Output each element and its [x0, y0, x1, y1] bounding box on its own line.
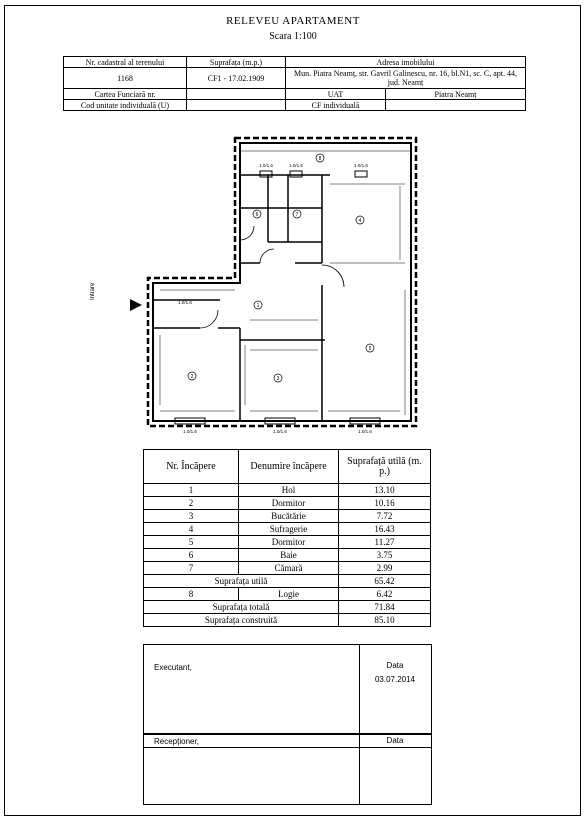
room-number-label: 8: [318, 156, 322, 162]
window-label: 1.0/1.6: [354, 163, 368, 168]
window-label: 1.0/1.6: [289, 163, 303, 168]
cf-individual-value: [386, 100, 526, 111]
room-nr: 3: [144, 510, 239, 523]
executant-label: Executant,: [154, 663, 192, 672]
unit-code-label: Cod unitate individuală (U): [64, 100, 187, 111]
room-area: 7.72: [339, 510, 431, 523]
surface-value: CF1 - 17.02.1909: [187, 68, 286, 89]
room-name: Logie: [239, 588, 339, 601]
interior-walls: [153, 175, 330, 421]
receptioner-label: Recepționer,: [154, 737, 199, 746]
table-row: [144, 562, 431, 575]
room-nr: 2: [144, 497, 239, 510]
room-name: Cămară: [239, 562, 339, 575]
table-row: [144, 588, 431, 601]
room-name: Dormitor: [239, 536, 339, 549]
room-nr: 7: [144, 562, 239, 575]
col-room-area: Suprafață utilă (m. p.): [339, 450, 431, 484]
room-area: 2.99: [339, 562, 431, 575]
table-row: [144, 523, 431, 536]
window-label: 1.0/1.6: [259, 163, 273, 168]
cadastral-label: Nr. cadastral al terenului: [64, 57, 187, 68]
column-divider: [359, 645, 360, 734]
total-area-value: 71.84: [339, 601, 431, 614]
useful-area-row: [144, 575, 431, 588]
total-area-row: [144, 601, 431, 614]
uat-value: Piatra Neamț: [386, 89, 526, 100]
document-scale: Scara 1:100: [269, 31, 317, 42]
room-area: 6.42: [339, 588, 431, 601]
unit-code-value: [187, 100, 286, 111]
land-register-value: [187, 89, 286, 100]
window-label: 1.0/1.6: [358, 429, 372, 434]
room-number-label: 6: [255, 212, 259, 218]
window-label: 1.0/1.6: [273, 429, 287, 434]
address-label: Adresa imobilului: [286, 57, 526, 68]
entrance-label: Intrare: [90, 282, 96, 300]
room-number-label: 4: [358, 218, 362, 224]
col-room-name: Denumire încăpere: [239, 450, 339, 484]
cadastral-value: 1168: [64, 68, 187, 89]
built-area-label: Suprafața construită: [144, 614, 339, 627]
cf-individual-label: CF individuală: [286, 100, 386, 111]
entrance-arrow: [130, 299, 142, 311]
room-area: 11.27: [339, 536, 431, 549]
window-label: 1.0/1.6: [183, 429, 197, 434]
date-value: 03.07.2014: [374, 675, 416, 684]
floor-plan: [100, 130, 440, 440]
land-register-label: Cartea Funciară nr.: [64, 89, 187, 100]
room-number-label: 3: [276, 376, 280, 382]
surface-label: Suprafața (m.p.): [187, 57, 286, 68]
room-nr: 4: [144, 523, 239, 536]
date2-label: Data: [386, 736, 404, 745]
built-area-value: 85.10: [339, 614, 431, 627]
room-nr: 1: [144, 484, 239, 497]
header-table: [63, 56, 526, 111]
room-number-label: 1: [256, 303, 260, 309]
room-name: Bucătărie: [239, 510, 339, 523]
table-row: [144, 497, 431, 510]
table-row: [144, 484, 431, 497]
room-number-label: 5: [368, 346, 372, 352]
room-name: Hol: [239, 484, 339, 497]
room-name: Sufragerie: [239, 523, 339, 536]
room-area: 13.10: [339, 484, 431, 497]
room-area: 10.16: [339, 497, 431, 510]
table-row: [144, 549, 431, 562]
useful-area-label: Suprafața utilă: [144, 575, 339, 588]
useful-area-value: 65.42: [339, 575, 431, 588]
built-area-row: [144, 614, 431, 627]
total-area-label: Suprafața totală: [144, 601, 339, 614]
executant-box: [143, 644, 432, 735]
room-number-label: 2: [190, 374, 194, 380]
header-line: [144, 747, 431, 748]
receptioner-box: [143, 733, 432, 805]
room-area: 3.75: [339, 549, 431, 562]
address-value: Mun. Piatra Neamț, str. Gavril Galinescu, nr. 16, bl.N1, sc. C, apt. 44, jud. Neamț: [286, 68, 526, 89]
room-nr: 5: [144, 536, 239, 549]
uat-label: UAT: [286, 89, 386, 100]
room-name: Baie: [239, 549, 339, 562]
room-nr: 6: [144, 549, 239, 562]
document-title: RELEVEU APARTAMENT: [226, 15, 360, 27]
room-area: 16.43: [339, 523, 431, 536]
rooms-table: [143, 449, 431, 627]
date-label: Data: [386, 661, 404, 670]
table-row: [144, 510, 431, 523]
room-number-label: 7: [295, 212, 299, 218]
room-nr: 8: [144, 588, 239, 601]
table-row: [144, 536, 431, 549]
window-label: 1.0/1.6: [178, 300, 192, 305]
room-name: Dormitor: [239, 497, 339, 510]
col-room-nr: Nr. Încăpere: [144, 450, 239, 484]
